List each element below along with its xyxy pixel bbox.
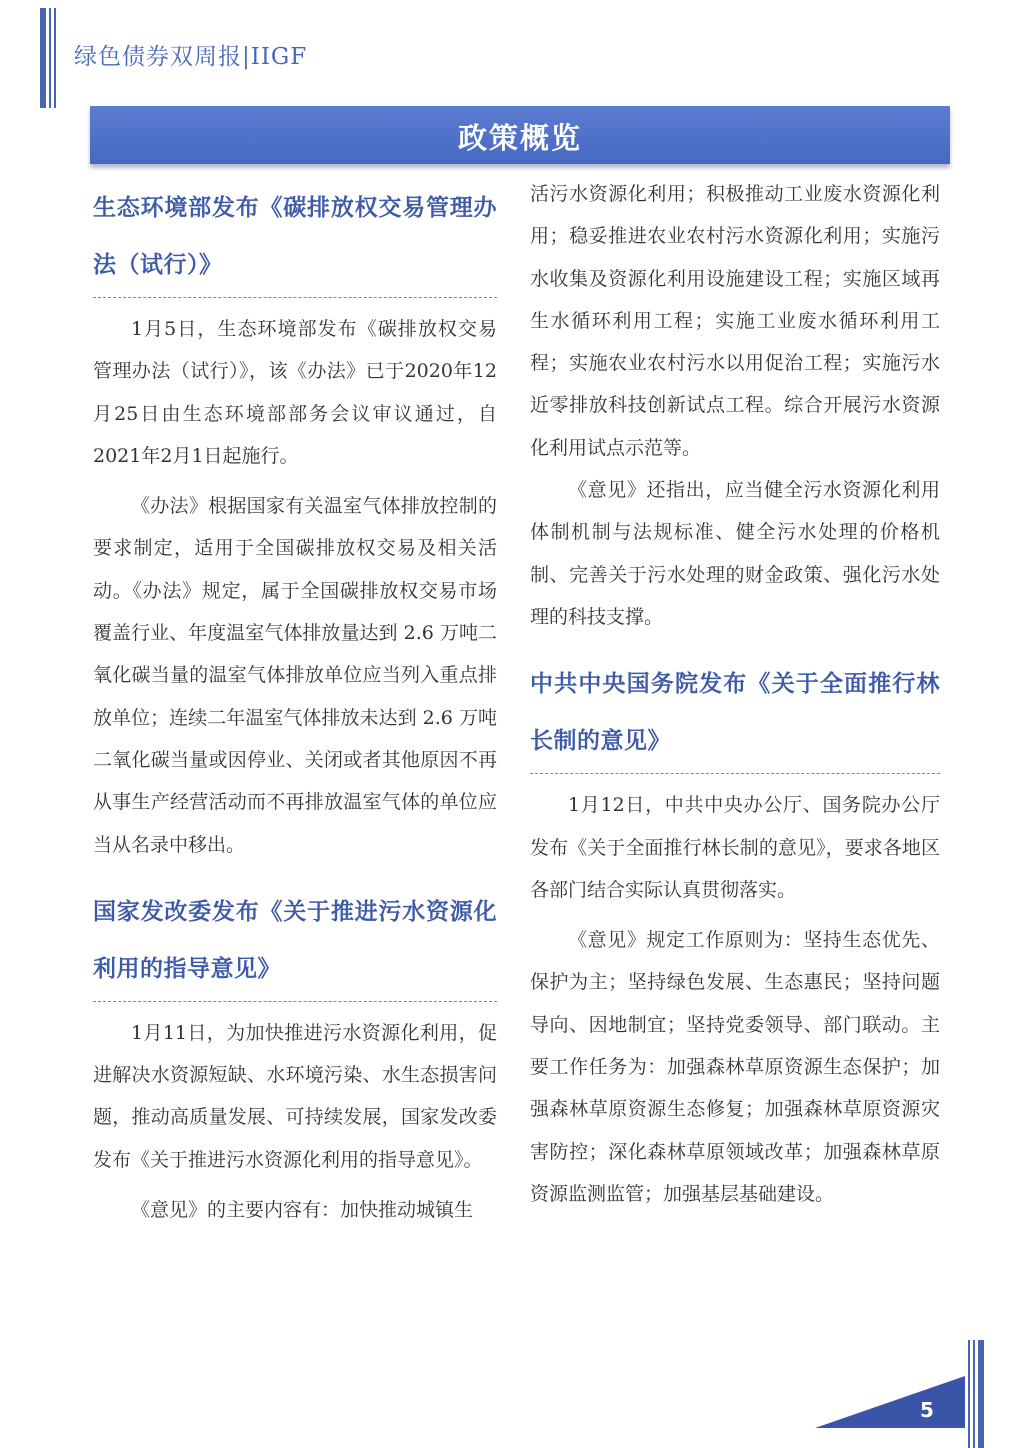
paragraph: 1月12日，中共中央办公厅、国务院办公厅发布《关于全面推行林长制的意见》，要求各地区各部门结合实际认真贯彻落实。: [530, 794, 940, 901]
report-header-title: 绿色债券双周报|IIGF: [74, 44, 308, 70]
paragraph: 《意见》还指出，应当健全污水资源化利用体制机制与法规标准、健全污水处理的价格机制、完善关于污水处理的财金政策、强化污水处理的科技支撑。: [530, 479, 940, 628]
page-number-triangle: [815, 1376, 975, 1428]
left-column: [93, 180, 497, 1231]
paragraph-continued: 活污水资源化利用；积极推动工业废水资源化利用；稳妥推进农业农村污水资源化利用；实施污水收集及资源化利用设施建设工程；实施区域再生水循环利用工程；实施工业废水循环利用工程；实施农业农村污水以用促治工程；实施污水近零排放科技创新试点工程。综合开展污水资源化利用试点示范等。: [530, 183, 940, 459]
right-column: [530, 173, 940, 1215]
header-decor-bars: [40, 8, 60, 108]
footer-decor-bars: [968, 1340, 986, 1448]
page-number: 5: [920, 1398, 934, 1422]
paragraph: 《办法》根据国家有关温室气体排放控制的要求制定，适用于全国碳排放权交易及相关活动。《办法》规定，属于全国碳排放权交易市场覆盖行业、年度温室气体排放量达到 2.6 万吨二氧化碳当量的温室气体排放单位应当列入重点排放单位；连续二年温室气体排放未达到 2.6 万吨二氧化碳当量或因停业、关闭或者其他原因不再从事生产经营活动而不再排放温室气体的单位应当从名录中移出。: [93, 495, 497, 856]
section-title-carbon: 生态环境部发布《碳排放权交易管理办法（试行）》: [93, 195, 497, 278]
banner-title: 政策概览: [457, 121, 582, 155]
section-divider: [93, 1001, 497, 1002]
section-divider: [93, 297, 497, 298]
paragraph: 《意见》规定工作原则为：坚持生态优先、保护为主；坚持绿色发展、生态惠民；坚持问题导向、因地制宜；坚持党委领导、部门联动。主要工作任务为：加强森林草原资源生态保护；加强森林草原资源生态修复；加强森林草原资源灾害防控；深化森林草原领域改革；加强森林草原资源监测监管；加强基层基础建设。: [530, 929, 940, 1205]
paragraph: 《意见》的主要内容有：加快推动城镇生: [131, 1199, 474, 1222]
section-banner: [90, 106, 950, 164]
section-title-wastewater: 国家发改委发布《关于推进污水资源化利用的指导意见》: [93, 898, 497, 982]
section-divider: [530, 773, 940, 774]
paragraph: 1月11日，为加快推进污水资源化利用，促进解决水资源短缺、水环境污染、水生态损害问题，推动高质量发展、可持续发展，国家发改委发布《关于推进污水资源化利用的指导意见》。: [93, 1021, 497, 1171]
section-title-forest-chief: 中共中央国务院发布《关于全面推行林长制的意见》: [530, 671, 940, 755]
paragraph: 1月5日，生态环境部发布《碳排放权交易管理办法（试行）》，该《办法》已于2020年12月25日由生态环境部部务会议审议通过，自2021年2月1日起施行。: [93, 318, 497, 467]
